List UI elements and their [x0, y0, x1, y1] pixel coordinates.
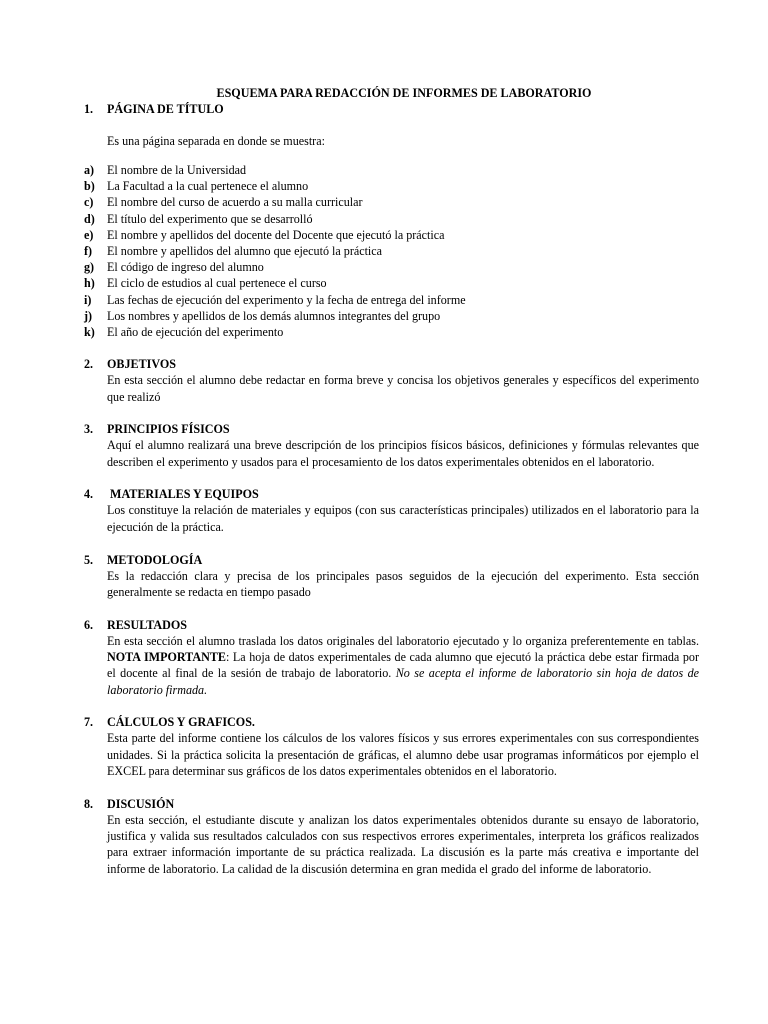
spacer	[84, 779, 699, 796]
list-item-text: El código de ingreso del alumno	[107, 260, 264, 275]
list-letter: k)	[84, 325, 95, 340]
list-item	[84, 324, 699, 340]
section-number: 5.	[84, 552, 94, 567]
list-letter: d)	[84, 211, 95, 226]
list-item	[84, 227, 699, 243]
list-item-text: El nombre del curso de acuerdo a su malla curricular	[107, 195, 363, 210]
section-number: 3.	[84, 422, 94, 437]
list-item	[84, 194, 699, 210]
list-item-text: Las fechas de ejecución del experimento y la fecha de entrega del informe	[107, 292, 466, 307]
section-heading: MATERIALES Y EQUIPOS	[107, 487, 259, 502]
list-letter: e)	[84, 227, 94, 242]
section-number: 4.	[84, 487, 94, 502]
list-item-text: El nombre de la Universidad	[107, 163, 247, 177]
section-discusion	[84, 796, 699, 877]
list-item-text: La Facultad a la cual pertenece el alumno	[107, 179, 309, 194]
list-letter: a)	[84, 163, 95, 177]
list-item	[84, 162, 699, 178]
list-item-text: El año de ejecución del experimento	[107, 325, 284, 340]
section-heading: PÁGINA DE TÍTULO	[107, 102, 224, 116]
important-note-label: NOTA IMPORTANTE	[107, 649, 226, 664]
list-item-text: El nombre y apellidos del alumno que ejecutó la práctica	[107, 244, 383, 259]
section-heading: DISCUSIÓN	[107, 796, 175, 811]
list-letter: i)	[84, 292, 92, 307]
list-letter: g)	[84, 260, 95, 275]
section-heading: OBJETIVOS	[107, 357, 176, 372]
section-body: Los constituye la relación de materiales y equipos (con sus características principales) utilizados en el laboratorio para la ejecución de la práctica.	[107, 503, 699, 534]
section-heading: PRINCIPIOS FÍSICOS	[107, 422, 230, 437]
section-body: En esta sección, el estudiante discute y analizan los datos experimentales obtenidos durante su ensayo de laboratorio, justifica y valida sus resultados calculados con sus respectivos errores experimentales, interpreta los gráficos realizados para extraer información importante de su práctica realizada. La discusión es la parte más creativa e importante del informe de laboratorio. La calidad de la discusión determina en gran medida el grado del informe de laboratorio.	[107, 812, 699, 876]
section-objetivos	[84, 356, 699, 405]
section-number: 6.	[84, 617, 94, 632]
document-page	[84, 85, 699, 877]
section-materiales-y-equipos	[84, 486, 699, 535]
list-letter: h)	[84, 276, 95, 291]
section-intro: Es una página separada en donde se muestra:	[107, 134, 325, 148]
list-letter: b)	[84, 179, 95, 194]
spacer	[84, 535, 699, 552]
section-number: 2.	[84, 357, 94, 372]
section-number: 7.	[84, 715, 94, 730]
list-letter: j)	[84, 308, 93, 323]
italic-note: No se acepta el informe de laboratorio sin hoja de datos de laboratorio firmada.	[107, 666, 699, 697]
list-item-text: Los nombres y apellidos de los demás alumnos integrantes del grupo	[107, 308, 441, 323]
spacer	[84, 340, 699, 356]
section-number: 8.	[84, 796, 94, 811]
list-item-text: El título del experimento que se desarrolló	[107, 211, 313, 226]
body-text: : La hoja de datos experimentales de cada alumno que ejecutó la práctica debe estar firmada por el docente al final de la sesión de trabajo de laboratorio.	[107, 649, 699, 681]
section-number: 1.	[84, 102, 94, 116]
title-page-items-list	[84, 162, 699, 340]
list-letter: f)	[84, 244, 93, 259]
section-resultados	[84, 617, 699, 698]
body-text: En esta sección el alumno traslada los datos originales del laboratorio ejecutado y lo organiza preferentemente en tablas.	[107, 633, 699, 648]
section-pagina-de-titulo	[84, 101, 699, 340]
list-item-text: El ciclo de estudios al cual pertenece el curso	[107, 276, 327, 291]
spacer	[84, 470, 699, 487]
list-item	[84, 243, 699, 259]
section-body: En esta sección el alumno debe redactar en forma breve y concisa los objetivos generales y específicos del experimento que realizó	[107, 373, 699, 404]
list-item-text: El nombre y apellidos del docente del Docente que ejecutó la práctica	[107, 227, 445, 242]
section-body: Es la redacción clara y precisa de los principales pasos seguidos de la ejecución del experimento. Esta sección generalmente se redacta en tiempo pasado	[107, 568, 699, 599]
list-item	[84, 259, 699, 275]
spacer	[84, 405, 699, 422]
list-item	[84, 308, 699, 324]
list-letter: c)	[84, 195, 94, 210]
list-item	[84, 178, 699, 194]
section-metodologia	[84, 552, 699, 601]
section-heading: CÁLCULOS Y GRAFICOS.	[107, 715, 255, 730]
document-title: ESQUEMA PARA REDACCIÓN DE INFORMES DE LABORATORIO	[216, 86, 592, 100]
section-principios-fisicos	[84, 421, 699, 470]
section-heading: RESULTADOS	[107, 617, 187, 632]
spacer	[84, 600, 699, 617]
section-body: Esta parte del informe contiene los cálculos de los valores físicos y sus errores experimentales con sus correspondientes unidades. Si la práctica solicita la presentación de gráficas, el alumno debe usar programas informáticos por ejemplo el EXCEL para determinar sus gráficos de los datos experimentales obtenidos en el laboratorio.	[107, 731, 699, 778]
spacer	[84, 698, 699, 715]
section-body	[107, 633, 699, 698]
list-item	[84, 275, 699, 291]
section-calculos-y-graficos	[84, 714, 699, 779]
section-body: Aquí el alumno realizará una breve descripción de los principios físicos básicos, definiciones y fórmulas relevantes que describen el experimento y usados para el procesamiento de los datos experimentales obtenidos en el laboratorio.	[107, 438, 699, 469]
list-item	[84, 292, 699, 308]
list-item	[84, 211, 699, 227]
section-heading: METODOLOGÍA	[107, 552, 203, 567]
